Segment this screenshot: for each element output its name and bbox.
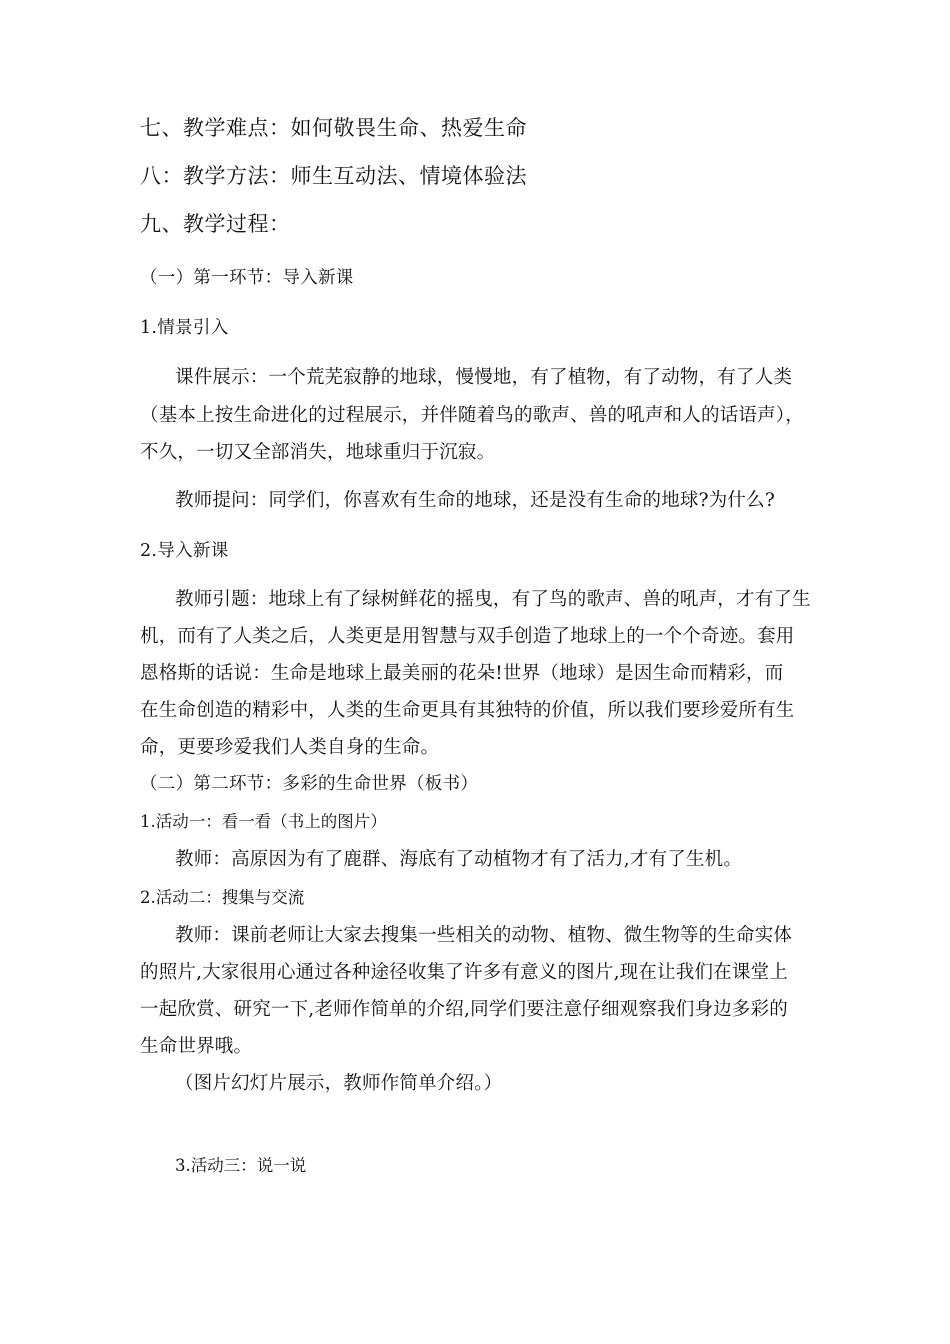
paragraph-line: 恩格斯的话说：生命是地球上最美丽的花朵!世界（地球）是因生命而精彩，而 — [140, 663, 784, 684]
section2-title: （二）第二环节：多彩的生命世界（板书） — [140, 774, 479, 794]
heading-teaching-difficulty: 七、教学难点：如何敬畏生命、热爱生命 — [140, 116, 527, 140]
paragraph-line: 命，更要珍爱我们人类自身的生命。 — [140, 737, 440, 758]
paragraph-line: 教师提问：同学们，你喜欢有生命的地球，还是没有生命的地球?为什么? — [175, 490, 775, 511]
paragraph-line: 课件展示：一个荒芜寂静的地球，慢慢地，有了植物，有了动物，有了人类 — [175, 367, 793, 388]
paragraph-line: 机，而有了人类之后，人类更是用智慧与双手创造了地球上的一个个奇迹。套用 — [140, 626, 795, 647]
paragraph-line: 的照片,大家很用心通过各种途径收集了许多有意义的图片,现在让我们在课堂上 — [140, 962, 788, 983]
section2-act1-title: 1.活动一：看一看（书上的图片） — [140, 812, 387, 831]
heading-teaching-method: 八：教学方法：师生互动法、情境体验法 — [140, 164, 527, 188]
paragraph-line: 生命世界哦。 — [140, 1036, 253, 1057]
paragraph-line: 教师：课前老师让大家去搜集一些相关的动物、植物、微生物等的生命实体 — [175, 925, 793, 946]
section2-act2-title: 2.活动二：搜集与交流 — [140, 888, 305, 907]
paragraph-line: 在生命创造的精彩中，人类的生命更具有其独特的价值，所以我们要珍爱所有生 — [140, 700, 795, 721]
section1-sub2-title: 2.导入新课 — [140, 541, 229, 561]
heading-teaching-process: 九、教学过程： — [140, 212, 291, 236]
paragraph-line: （基本上按生命进化的过程展示，并伴随着鸟的歌声、兽的吼声和人的话语声）， — [140, 405, 804, 426]
section1-sub1-title: 1.情景引入 — [140, 318, 229, 338]
paragraph-line: 教师：高原因为有了鹿群、海底有了动植物才有了活力,才有了生机。 — [175, 849, 743, 870]
slide-note: （图片幻灯片展示，教师作简单介绍。） — [175, 1073, 503, 1094]
section2-act3-title: 3.活动三：说一说 — [175, 1156, 307, 1175]
paragraph-line: 不久，一切又全部消失，地球重归于沉寂。 — [140, 442, 496, 463]
paragraph-line: 教师引题：地球上有了绿树鲜花的摇曳，有了鸟的歌声、兽的吼声，才有了生 — [175, 589, 811, 610]
paragraph-line: 一起欣赏、研究一下,老师作简单的介绍,同学们要注意仔细观察我们身边多彩的 — [140, 999, 788, 1020]
section1-title: （一）第一环节：导入新课 — [140, 268, 354, 288]
